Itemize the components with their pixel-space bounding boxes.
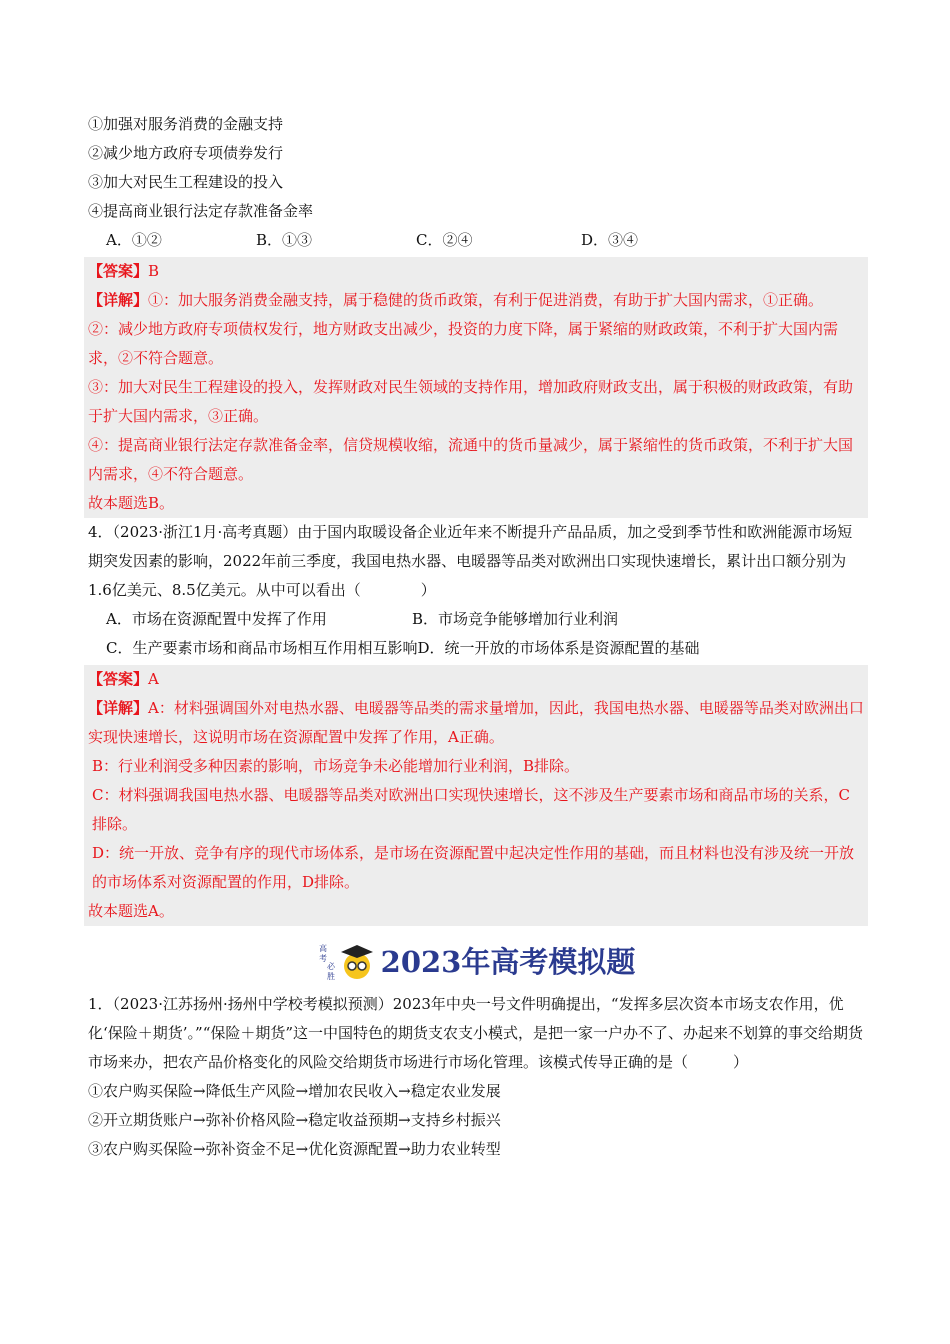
logo-text-1: 高 [318, 944, 327, 953]
logo-glasses-left [348, 962, 356, 970]
document-page [88, 110, 864, 1164]
q3-option-d: D．③④ [581, 231, 639, 249]
q4-options-row-2 [88, 634, 864, 663]
q3-option-a: A．①② [106, 231, 162, 249]
q4-detail-tag: 【详解】 [88, 699, 149, 717]
q3-detail-2: ②：减少地方政府专项债权发行，地方财政支出减少，投资的力度下降，属于紧缩的财政政策，不利于扩大国内需求，②不符合题意。 [88, 320, 839, 367]
section-header [88, 938, 864, 982]
q3-detail-4: ④：提高商业银行法定存款准备金率，信贷规模收缩，流通中的货币量减少，属于紧缩性的货币政策，不利于扩大国内需求，④不符合题意。 [88, 436, 854, 483]
q3-statement-4: ④提高商业银行法定存款准备金率 [88, 202, 314, 220]
q4-option-a: A．市场在资源配置中发挥了作用 [106, 610, 327, 628]
logo-text-3: 必 [326, 962, 335, 971]
q4-detail-a: A：材料强调国外对电热水器、电暖器等品类的需求量增加，因此，我国电热水器、电暖器等品类对欧洲出口实现快速增长，这说明市场在资源配置中发挥了作用，A正确。 [88, 699, 864, 746]
logo-cap [341, 945, 373, 958]
q4-answer-box [84, 665, 868, 926]
q3-detail-1: ①：加大服务消费金融支持，属于稳健的货币政策，有利于促进消费，有助于扩大国内需求，①正确。 [148, 291, 824, 309]
q4-answer-tag: 【答案】 [88, 670, 149, 688]
q4-detail-b: B：行业利润受多种因素的影响，市场竞争未必能增加行业利润，B排除。 [92, 757, 580, 775]
m1-stem: 1．（2023·江苏扬州·扬州中学校考模拟预测）2023年中央一号文件明确提出，“发挥多层次资本市场支农作用，优化‘保险＋期货’。”“保险＋期货”这一中国特色的期货支农支小模式，是把一家一户办不了、办起来不划算的事交给期货市场来办，把农产品价格变化的风险交给期货市场进行市场化管理。该模式传导正确的是（ ） [88, 995, 864, 1071]
m1-statement-2: ②开立期货账户→弥补价格风险→稳定收益预期→支持乡村振兴 [88, 1111, 501, 1129]
q4-option-b: B．市场竞争能够增加行业利润 [412, 610, 619, 628]
logo-text-4: 胜 [326, 972, 335, 981]
m1-statement-1: ①农户购买保险→降低生产风险→增加农民收入→稳定农业发展 [88, 1082, 501, 1100]
q3-answer: B [148, 262, 160, 280]
q4-conclusion: 故本题选A。 [88, 902, 174, 920]
q3-option-b: B．①③ [256, 231, 313, 249]
q3-statement-3: ③加大对民生工程建设的投入 [88, 173, 284, 191]
section-title: 2023年高考模拟题 [380, 944, 636, 979]
logo-glasses-right [358, 962, 366, 970]
q4-answer: A [148, 670, 159, 688]
q4-options-row-1 [88, 605, 864, 634]
q4-stem: 4．（2023·浙江1月·高考真题）由于国内取暖设备企业近年来不断提升产品品质，加之受到季节性和欧洲能源市场短期突发因素的影响，2022年前三季度，我国电热水器、电暖器等品类对欧洲出口实现快速增长，累计出口额分别为1.6亿美元、8.5亿美元。从中可以看出（ ） [88, 523, 853, 599]
graduation-cap-logo-icon [317, 939, 377, 981]
q4-option-c: C．生产要素市场和商品市场相互作用相互影响 [106, 639, 418, 657]
q3-answer-tag: 【答案】 [88, 262, 149, 280]
q4-option-d: D．统一开放的市场体系是资源配置的基础 [417, 639, 700, 657]
q3-answer-box [84, 257, 868, 518]
q3-statement-1: ①加强对服务消费的金融支持 [88, 115, 284, 133]
q4-detail-c: C：材料强调我国电热水器、电暖器等品类对欧洲出口实现快速增长，这不涉及生产要素市场和商品市场的关系，C排除。 [92, 786, 850, 833]
q4-detail-d: D：统一开放、竞争有序的现代市场体系，是市场在资源配置中起决定性作用的基础，而且材料也没有涉及统一开放的市场体系对资源配置的作用，D排除。 [92, 844, 855, 891]
q3-statement-2: ②减少地方政府专项债券发行 [88, 144, 284, 162]
logo-text-2: 考 [318, 954, 327, 963]
q3-option-c: C．②④ [416, 231, 473, 249]
q3-detail-tag: 【详解】 [88, 291, 149, 309]
q3-options [88, 226, 864, 255]
m1-statement-3: ③农户购买保险→弥补资金不足→优化资源配置→助力农业转型 [88, 1140, 501, 1158]
q3-detail-3: ③：加大对民生工程建设的投入，发挥财政对民生领域的支持作用，增加政府财政支出，属于积极的财政政策，有助于扩大国内需求，③正确。 [88, 378, 854, 425]
q3-conclusion: 故本题选B。 [88, 494, 175, 512]
